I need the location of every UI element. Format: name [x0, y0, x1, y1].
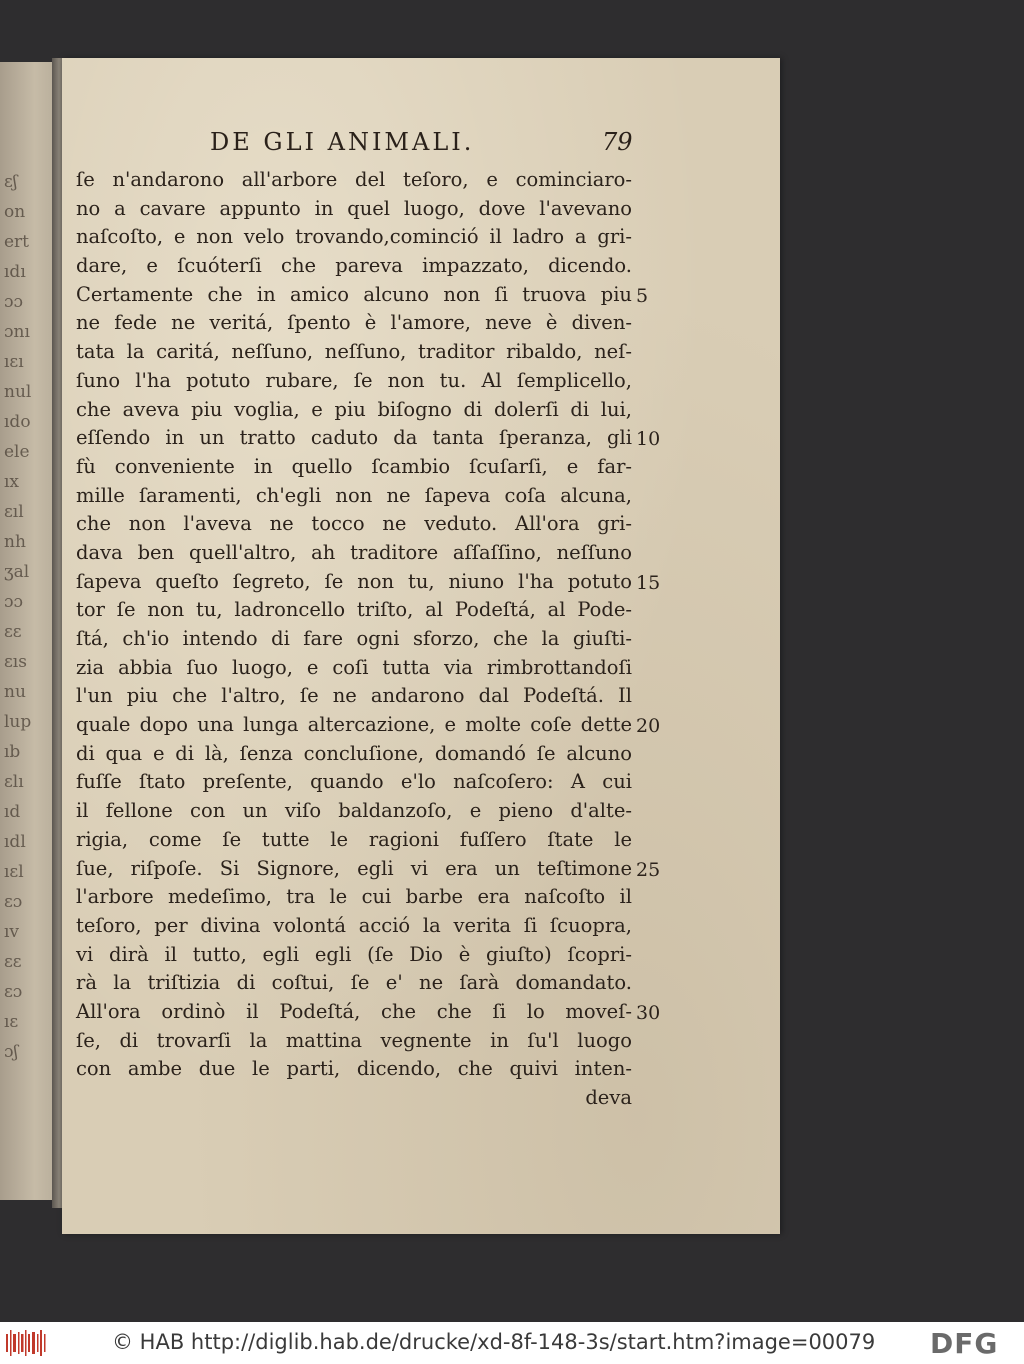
- facing-page-fragment: ɛıs: [4, 652, 27, 672]
- text-line: ſapeva queſto ſegreto, ſe non tu, niuno l'ha potuto: [76, 569, 632, 593]
- text-block: [76, 166, 632, 1113]
- text-line: deva: [585, 1086, 632, 1109]
- facing-page-fragment: ert: [4, 232, 30, 252]
- text-line: di qua e di là, ſenza concluſione, domandó ſe alcuno: [76, 741, 632, 765]
- facing-page-fragment: ıɛ: [4, 1012, 19, 1032]
- text-line: teſoro, per divina volontá acció la verita ſi ſcuopra,: [76, 913, 632, 937]
- text-line: naſcoſto, e non velo trovando,cominció il ladro a gri-: [76, 225, 632, 249]
- margin-line-number: 5: [636, 284, 649, 307]
- text-line: fù conveniente in quello ſcambio ſcuſarſi, e far-: [76, 454, 632, 478]
- footer-bar: [0, 1322, 1024, 1364]
- margin-line-number: 25: [636, 858, 661, 881]
- text-line: ſe, di trovarſi la mattina vegnente in ſu'l luogo: [76, 1028, 632, 1052]
- margin-line-number: 30: [636, 1002, 661, 1025]
- facing-page-fragment: ɔʃ: [4, 1042, 19, 1062]
- text-line: che aveva piu voglia, e piu biſogno di dolerſi di lui,: [76, 397, 632, 421]
- facing-page-fragment: nul: [4, 382, 32, 402]
- facing-page-fragment: ıɛl: [4, 862, 24, 882]
- margin-line-number: 15: [636, 571, 661, 594]
- facing-page-fragment: ɔnı: [4, 322, 30, 342]
- text-line: ne fede ne veritá, ſpento è l'amore, neve è diven-: [76, 311, 632, 335]
- text-line: rigia, come ſe tutte le ragioni fuſſero ſtate le: [76, 827, 632, 851]
- facing-page-fragment: ıɛı: [4, 352, 24, 372]
- facing-page-fragment: ele: [4, 442, 30, 462]
- text-line: dava ben quell'altro, ah traditore aſſaſſino, neſſuno: [76, 540, 632, 564]
- text-line: vi dirà il tutto, egli egli (ſe Dio è giuſto) ſcopri-: [76, 942, 632, 966]
- facing-page-fragment: ɛɛ: [4, 622, 22, 642]
- text-line: rà la triſtizia di coſtui, ſe e' ne ſarà domandato.: [76, 971, 632, 995]
- text-line: con ambe due le parti, dicendo, che quivi inten-: [76, 1057, 632, 1081]
- facing-page-fragment: ıd: [4, 802, 21, 822]
- text-line: che non l'aveva ne tocco ne veduto. All'ora gri-: [76, 512, 632, 536]
- facing-page-fragment: ɛɛ: [4, 952, 22, 972]
- facing-page-fragment: ʒal: [4, 562, 30, 582]
- facing-page-fragment: ɛʃ: [4, 172, 18, 192]
- facing-page-fragment: ıb: [4, 742, 21, 762]
- dfg-logo: DFG: [930, 1327, 999, 1360]
- facing-page-fragment: lup: [4, 712, 32, 732]
- text-line: Certamente che in amico alcuno non ſi truova piu: [76, 282, 632, 306]
- facing-page-fragment: ıx: [4, 472, 20, 492]
- text-line: no a cavare appunto in quel luogo, dove l'avevano: [76, 196, 632, 220]
- facing-page-fragment: nh: [4, 532, 26, 552]
- margin-line-number: 10: [636, 428, 661, 451]
- facing-page-fragment: on: [4, 202, 26, 222]
- text-line: l'arbore medeſimo, tra le cui barbe era naſcoſto il: [76, 885, 632, 909]
- text-line: fuſſe ſtato preſente, quando e'lo naſcoſero: A cui: [76, 770, 632, 794]
- facing-page-fragment: ıv: [4, 922, 20, 942]
- text-line: quale dopo una lunga altercazione, e molte coſe dette: [76, 713, 632, 737]
- running-head: DE GLI ANIMALI.: [210, 128, 475, 156]
- facing-page-fragment: ɛɔ: [4, 892, 23, 912]
- facing-page-fragment: ɛɔ: [4, 982, 23, 1002]
- facing-page-fragment: ɛlı: [4, 772, 24, 792]
- facing-page-edge: [0, 62, 58, 1200]
- text-line: ſue, riſpoſe. Si Signore, egli vi era un teſtimone: [76, 856, 632, 880]
- text-line: tata la caritá, neſſuno, neſſuno, traditor ribaldo, neſ-: [76, 340, 632, 364]
- facing-page-fragment: ɔɔ: [4, 592, 24, 612]
- text-line: eſſendo in un tratto caduto da tanta ſperanza, gli: [76, 426, 632, 450]
- text-line: ſtá, ch'io intendo di fare ogni sforzo, che la giuſti-: [76, 627, 632, 650]
- facing-page-fragment: nu: [4, 682, 26, 702]
- text-line: zia abbia ſuo luogo, e coſi tutta via rimbrottandoſi: [76, 655, 632, 679]
- text-line: ſuno l'ha potuto rubare, ſe non tu. Al ſemplicello,: [76, 368, 632, 392]
- text-line: il fellone con un viſo baldanzoſo, e pieno d'alte-: [76, 799, 632, 823]
- text-line: l'un piu che l'altro, ſe ne andarono dal Podeſtá. Il: [76, 684, 632, 708]
- copyright-url[interactable]: © HAB http://diglib.hab.de/drucke/xd-8f-148-3s/start.htm?image=00079: [112, 1330, 876, 1354]
- text-line: tor ſe non tu, ladroncello triſto, al Podeſtá, al Pode-: [76, 598, 632, 622]
- facing-page-fragment: ɛıl: [4, 502, 24, 522]
- book-page: [62, 58, 780, 1234]
- barcode-icon: [6, 1330, 46, 1356]
- text-line: ſe n'andarono all'arbore del teſoro, e cominciaro-: [76, 168, 632, 191]
- facing-page-fragment: ɔɔ: [4, 292, 24, 312]
- text-line: All'ora ordinò il Podeſtá, che che ſi lo moveſ-: [76, 999, 632, 1023]
- facing-page-fragment: ıdı: [4, 262, 26, 282]
- margin-line-number: 20: [636, 715, 661, 738]
- text-line: dare, e ſcuóterſi che pareva impazzato, dicendo.: [76, 254, 632, 278]
- facing-page-fragment: ıdl: [4, 832, 26, 852]
- facing-page-fragment: ıdo: [4, 412, 31, 432]
- text-line: mille ſaramenti, ch'egli non ne ſapeva coſa alcuna,: [76, 483, 632, 507]
- page-number: 79: [602, 128, 633, 156]
